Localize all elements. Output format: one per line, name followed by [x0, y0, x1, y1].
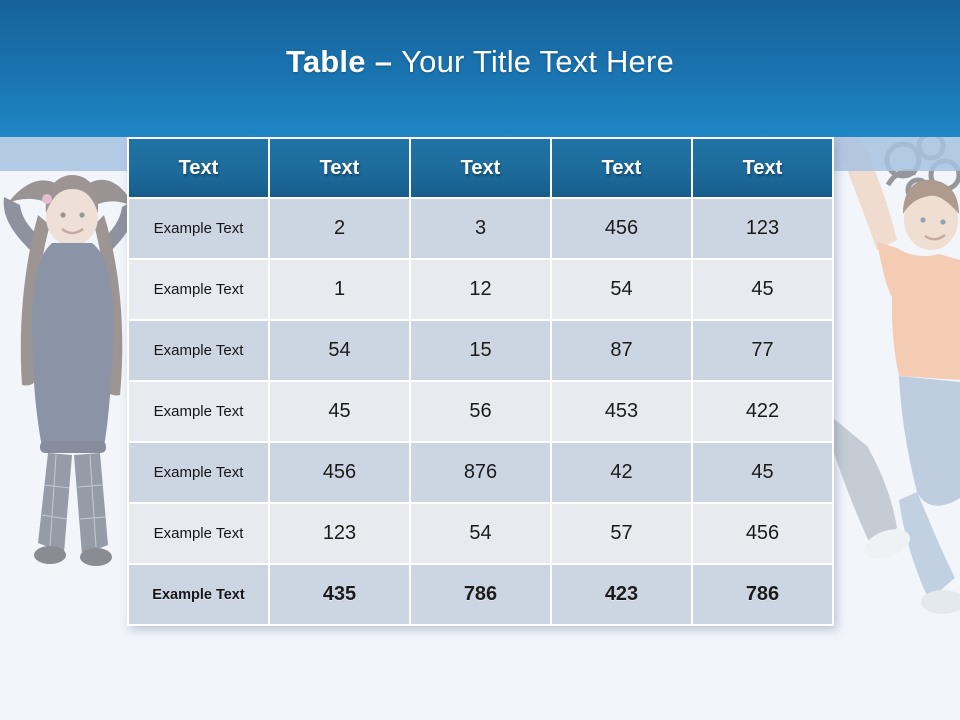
value-cell: 435	[270, 565, 409, 624]
value-cell: 42	[552, 443, 691, 502]
row-label: Example Text	[129, 443, 268, 502]
value-cell: 456	[552, 199, 691, 258]
row-label: Example Text	[129, 321, 268, 380]
value-cell: 456	[693, 504, 832, 563]
row-label: Example Text	[129, 565, 268, 624]
data-table	[127, 137, 834, 626]
value-cell: 786	[411, 565, 550, 624]
value-cell: 56	[411, 382, 550, 441]
jumping-girl-photo	[0, 155, 140, 605]
column-header: Text	[552, 139, 691, 197]
column-header: Text	[270, 139, 409, 197]
value-cell: 54	[270, 321, 409, 380]
value-cell: 45	[693, 443, 832, 502]
value-cell: 54	[552, 260, 691, 319]
value-cell: 45	[270, 382, 409, 441]
value-cell: 15	[411, 321, 550, 380]
slide-title	[286, 44, 674, 80]
value-cell: 77	[693, 321, 832, 380]
value-cell: 1	[270, 260, 409, 319]
value-cell: 456	[270, 443, 409, 502]
value-cell: 12	[411, 260, 550, 319]
value-cell: 3	[411, 199, 550, 258]
value-cell: 422	[693, 382, 832, 441]
value-cell: 423	[552, 565, 691, 624]
column-header: Text	[129, 139, 268, 197]
value-cell: 2	[270, 199, 409, 258]
title-separator: –	[374, 43, 393, 79]
value-cell: 57	[552, 504, 691, 563]
title-text: Your Title Text Here	[401, 43, 674, 79]
value-cell: 123	[693, 199, 832, 258]
row-label: Example Text	[129, 382, 268, 441]
title-keyword: Table	[286, 43, 366, 79]
column-header: Text	[411, 139, 550, 197]
value-cell: 453	[552, 382, 691, 441]
row-label: Example Text	[129, 199, 268, 258]
title-band	[0, 0, 960, 137]
row-label: Example Text	[129, 504, 268, 563]
value-cell: 876	[411, 443, 550, 502]
value-cell: 123	[270, 504, 409, 563]
value-cell: 786	[693, 565, 832, 624]
value-cell: 45	[693, 260, 832, 319]
value-cell: 87	[552, 321, 691, 380]
value-cell: 54	[411, 504, 550, 563]
row-label: Example Text	[129, 260, 268, 319]
jumping-boy-photo	[833, 130, 960, 630]
column-header: Text	[693, 139, 832, 197]
